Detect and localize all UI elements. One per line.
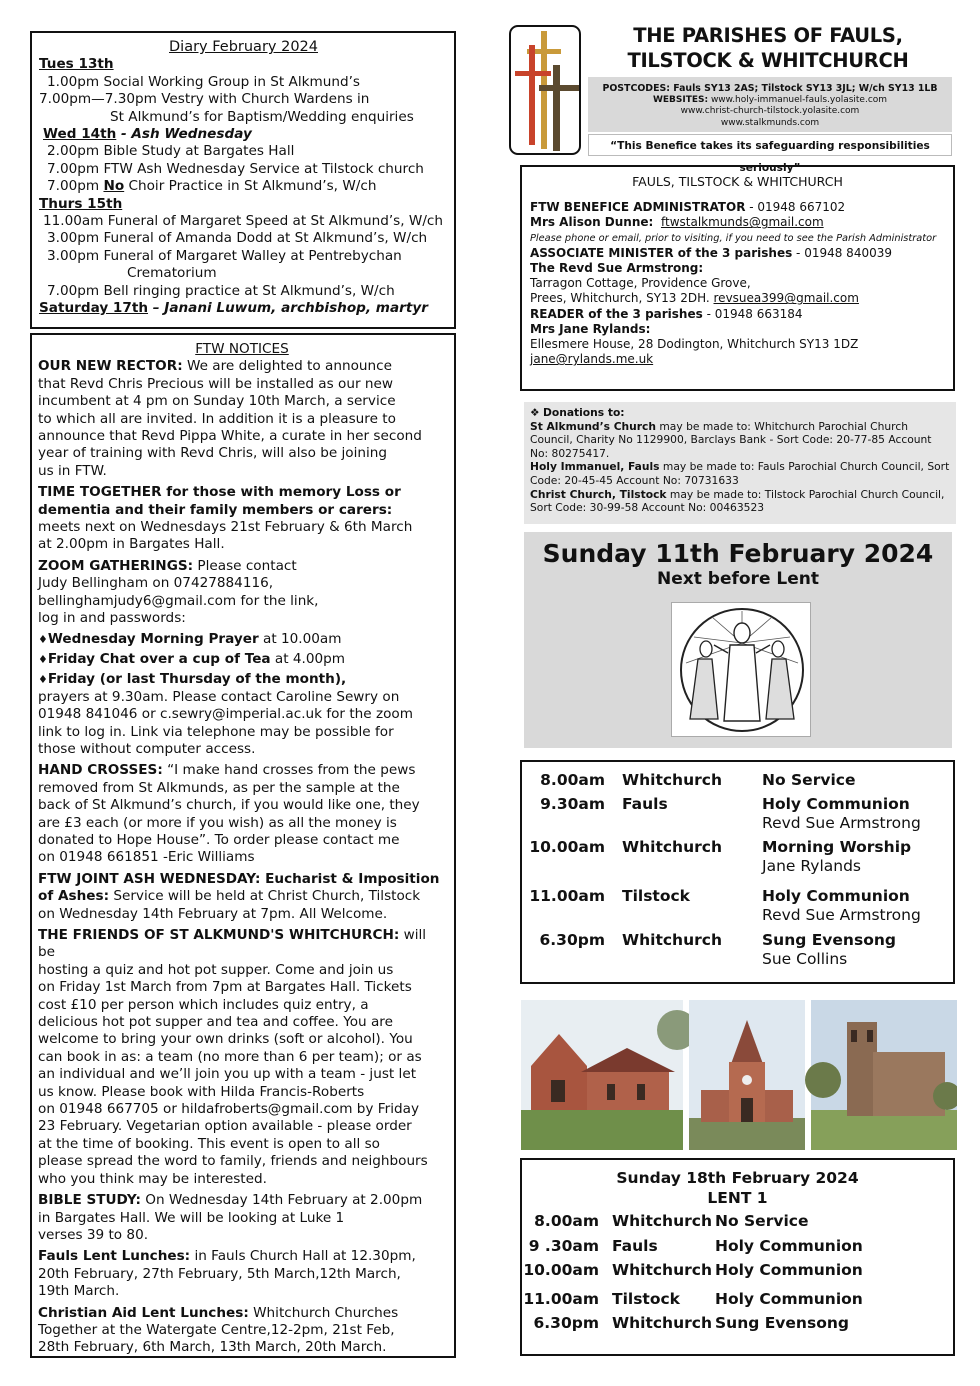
reader-email-link[interactable]: jane@rylands.me.uk bbox=[530, 352, 654, 367]
sunday-18-title: Sunday 18th February 2024 bbox=[616, 1169, 859, 1187]
notice-bible-study: BIBLE STUDY: On Wednesday 14th February at 2.00pm in Bargates Hall. We will be looking at Luke 1 verses 39 to 80. bbox=[38, 1192, 423, 1243]
assoc-address: Tarragon Cottage, Providence Grove, bbox=[530, 276, 751, 291]
service-row: 10.00am Whitchurch Holy Communion bbox=[523, 1261, 863, 1279]
sunday-11-subtitle: Next before Lent bbox=[657, 569, 819, 589]
assoc-address: Prees, Whitchurch, SY13 2DH. revsuea399@gmail.com bbox=[530, 291, 859, 306]
diamond-bullet-icon: ♦ bbox=[38, 673, 48, 687]
whitchurch-church-photo bbox=[805, 1000, 957, 1150]
diary-entry: 1.00pm Social Working Group in St Alkmund’s bbox=[47, 73, 361, 90]
notice-new-rector: OUR NEW RECTOR: We are delighted to announce that Revd Chris Precious will be installed as our new incumbent at 4 pm on Sunday 10th March, a service to which all are invited. In addition it is a pleasure to announce that Revd Pippa White, a curate in her second year of training with Revd Chris, will also be joining us in FTW. bbox=[38, 358, 422, 479]
reader-address: Ellesmere House, 28 Dodington, Whitchurch SY13 1DZ bbox=[530, 337, 859, 352]
diary-day-heading: Tues 13th bbox=[39, 56, 114, 73]
website-link[interactable]: www.stalkmunds.com bbox=[720, 117, 820, 128]
sunday-11-services bbox=[520, 760, 955, 984]
diary-day-heading: Wed 14th bbox=[43, 126, 117, 143]
notices-title: FTW NOTICES bbox=[195, 341, 289, 357]
crosses-logo bbox=[509, 25, 581, 155]
diary-entry: 3.00pm Funeral of Margaret Walley at Pentrebychan bbox=[47, 247, 402, 264]
notices-box bbox=[30, 333, 456, 1358]
website-link[interactable]: www.christ-church-tilstock.yolasite.com bbox=[680, 106, 860, 116]
transfiguration-image bbox=[671, 602, 811, 737]
service-row: 6.30pm Whitchurch Sung Evensong bbox=[533, 1314, 849, 1332]
diary-box bbox=[30, 31, 456, 329]
donations-heading: ❖ Donations to: bbox=[530, 406, 625, 419]
website-link[interactable]: www.holy-immanuel-fauls.yolasite.com bbox=[708, 94, 888, 105]
notice-zoom-gatherings: ZOOM GATHERINGS: Please contact Judy Bellingham on 07427884116, bellinghamjudy6@gmail.com for the link, log in and passwords: ♦Wednesday Morning Prayer at 10.00am ♦Friday Chat over a cup of Tea at 4.00pm ♦Friday (or last Thursday of the month), prayers at 9.30am. Please contact Caroline Sewry on 01948 841046 or c.sewry@imperial.ac.uk for the zoom link to log in. Link via telephone may be possible for those without computer access. bbox=[38, 558, 446, 758]
diary-day-note: - Ash Wednesday bbox=[116, 126, 252, 143]
assoc-name: The Revd Sue Armstrong: bbox=[530, 261, 704, 276]
notice-time-together: TIME TOGETHER for those with memory Loss or dementia and their family members or carers: meets next on Wednesdays 21st February & 6th March at 2.00pm in Bargates Hall. bbox=[38, 484, 413, 553]
diamond-bullet-icon: ♦ bbox=[38, 632, 48, 646]
diary-entry: 11.00am Funeral of Margaret Speed at St Alkmund’s, W/ch bbox=[43, 213, 443, 230]
sunday-11-title: Sunday 11th February 2024 bbox=[542, 539, 934, 568]
contacts-title: FAULS, TILSTOCK & WHITCHURCH bbox=[632, 174, 843, 189]
notice-christian-aid: Christian Aid Lent Lunches: Whitchurch Churches Together at the Watergate Centre,12-2pm, 21st Feb, 28th February, 6th March, 13th March, 20th March. bbox=[38, 1304, 399, 1356]
three-crosses-icon bbox=[511, 27, 581, 155]
admin-note: Please phone or email, prior to visiting, if you need to see the Parish Administrator bbox=[530, 232, 937, 244]
diary-entry: 7.00pm No Choir Practice in St Alkmund’s, W/ch bbox=[47, 178, 377, 195]
admin-contact: Mrs Alison Dunne: ftwstalkmunds@gmail.com bbox=[530, 215, 824, 230]
reader-name: Mrs Jane Rylands: bbox=[530, 321, 651, 336]
fauls-church-photo bbox=[521, 1000, 697, 1150]
donations-box bbox=[524, 402, 956, 524]
service-leader: Revd Sue Armstrong bbox=[762, 906, 921, 924]
parish-title: THE PARISHES OF FAULS, TILSTOCK & WHITCHURCH bbox=[627, 24, 909, 72]
tilstock-church-photo bbox=[689, 1000, 805, 1150]
list-item: ♦Wednesday Morning Prayer at 10.00am bbox=[38, 630, 342, 647]
assoc-email-link[interactable]: revsuea399@gmail.com bbox=[713, 291, 859, 306]
service-row: 8.00am Whitchurch No Service bbox=[540, 771, 856, 789]
service-row: 9 .30am Fauls Holy Communion bbox=[528, 1236, 863, 1255]
assoc-heading: ASSOCIATE MINISTER of the 3 parishes - 01948 840039 bbox=[530, 245, 892, 260]
sunday-18-subtitle: LENT 1 bbox=[707, 1188, 768, 1207]
notice-ash-wednesday: FTW JOINT ASH WEDNESDAY: Eucharist & Imposition of Ashes: Service will be held at Christ Church, Tilstock on Wednesday 14th February at 7pm. All Welcome. bbox=[38, 870, 440, 922]
notice-friends-st-alkmunds: THE FRIENDS OF ST ALKMUND'S WHITCHURCH: will be hosting a quiz and hot pot supper. Come and join us on Friday 1st March from 7pm at Bargates Hall. Tickets cost £10 per person which includes quiz entry, a delicious hot pot supper and tea and coffee. You are welcome to bring your own drinks (soft or alcohol). You can book in as: a team (no more than 6 per team); or as an individual and we’ll join you up with a team - just let us know. Please book with Hilda Francis-Roberts on 01948 667705 or hildafroberts@gmail.com by Friday 23 February. Vegetarian option available - please order at the time of booking. This event is open to all so please spread the word to family, friends and neighbours who you think may be interested. bbox=[38, 927, 428, 1187]
donation-item: St Alkmund’s Church may be made to: Whitchurch Parochial Church Council, Charity No 1129900, Barclays Bank - Sort Code: 20-77-85 Account No: 80275417. bbox=[530, 419, 932, 460]
donation-item: Holy Immanuel, Fauls may be made to: Fauls Parochial Church Council, Sort Code: 20-45-45 Account No: 70731633 bbox=[530, 460, 950, 487]
donation-item: Christ Church, Tilstock may be made to: Tilstock Parochial Church Council, Sort Code: 30-99-58 Account No: 00463523 bbox=[530, 487, 945, 515]
diary-entry: 7.00pm FTW Ash Wednesday Service at Tilstock church bbox=[47, 160, 424, 177]
sunday-11-panel bbox=[524, 532, 952, 748]
service-leader: Sue Collins bbox=[762, 950, 848, 968]
diary-entry: 2.00pm Bible Study at Bargates Hall bbox=[47, 143, 295, 160]
sunday-18-panel bbox=[520, 1158, 955, 1356]
service-row: 8.00am Whitchurch No Service bbox=[534, 1212, 809, 1230]
service-row: 9.30am Fauls Holy Communion bbox=[540, 794, 910, 813]
church-photos bbox=[521, 1000, 957, 1150]
diary-title: Diary February 2024 bbox=[169, 39, 318, 55]
service-row: 11.00am Tilstock Holy Communion bbox=[529, 886, 910, 905]
list-item: ♦Friday Chat over a cup of Tea at 4.00pm bbox=[38, 650, 346, 667]
diamond-bullet-icon: ♦ bbox=[38, 652, 48, 666]
service-leader: Jane Rylands bbox=[762, 857, 861, 875]
websites-line: WEBSITES: www.holy-immanuel-fauls.yolasite.com bbox=[652, 94, 888, 105]
diary-entry: 7.00pm—7.30pm Vestry with Church Wardens in bbox=[39, 91, 370, 108]
service-leader: Revd Sue Armstrong bbox=[762, 814, 921, 832]
list-item: ♦Friday (or last Thursday of the month), bbox=[38, 671, 347, 688]
diary-day-heading: Thurs 15th bbox=[39, 195, 123, 212]
diary-entry: Crematorium bbox=[127, 265, 217, 282]
service-row: 11.00am Tilstock Holy Communion bbox=[523, 1289, 863, 1308]
admin-heading: FTW BENEFICE ADMINISTRATOR - 01948 667102 bbox=[530, 200, 846, 215]
diary-entry: 3.00pm Funeral of Amanda Dodd at St Alkmund’s, W/ch bbox=[47, 230, 428, 247]
diary-entry: 7.00pm Bell ringing practice at St Alkmund’s, W/ch bbox=[47, 282, 395, 299]
contacts-box bbox=[520, 165, 955, 391]
service-row: 10.00am Whitchurch Morning Worship bbox=[529, 837, 912, 856]
diamond-flower-icon: ❖ bbox=[530, 406, 540, 419]
notice-fauls-lent-lunches: Fauls Lent Lunches: in Fauls Church Hall at 12.30pm, 20th February, 27th February, 5th March,12th March, 19th March. bbox=[38, 1248, 416, 1300]
reader-heading: READER of the 3 parishes - 01948 663184 bbox=[530, 306, 803, 321]
safeguarding-motto: “This Benefice takes its safeguarding responsibilities seriously” bbox=[588, 134, 952, 156]
notice-hand-crosses: HAND CROSSES: “I make hand crosses from the pews removed from St Alkmunds, as per the sample at the back of St Alkmund’s church, if you would like one, they are £3 each (or more if you wish) as all the money is donated to Hope House”. To order please contact me on 01948 661851 -Eric Williams bbox=[38, 762, 420, 866]
service-row: 6.30pm Whitchurch Sung Evensong bbox=[539, 930, 896, 949]
diary-entry: St Alkmund’s for Baptism/Wedding enquiries bbox=[110, 108, 414, 125]
diary-day-heading: Saturday 17th bbox=[39, 300, 149, 317]
admin-email-link[interactable]: ftwstalkmunds@gmail.com bbox=[660, 215, 824, 230]
postcodes: POSTCODES: Fauls SY13 2AS; Tilstock SY13 3JL; W/ch SY13 1LB bbox=[602, 83, 938, 94]
diary-day-note: – Janani Luwum, archbishop, martyr bbox=[148, 300, 428, 317]
parish-info bbox=[588, 77, 952, 132]
